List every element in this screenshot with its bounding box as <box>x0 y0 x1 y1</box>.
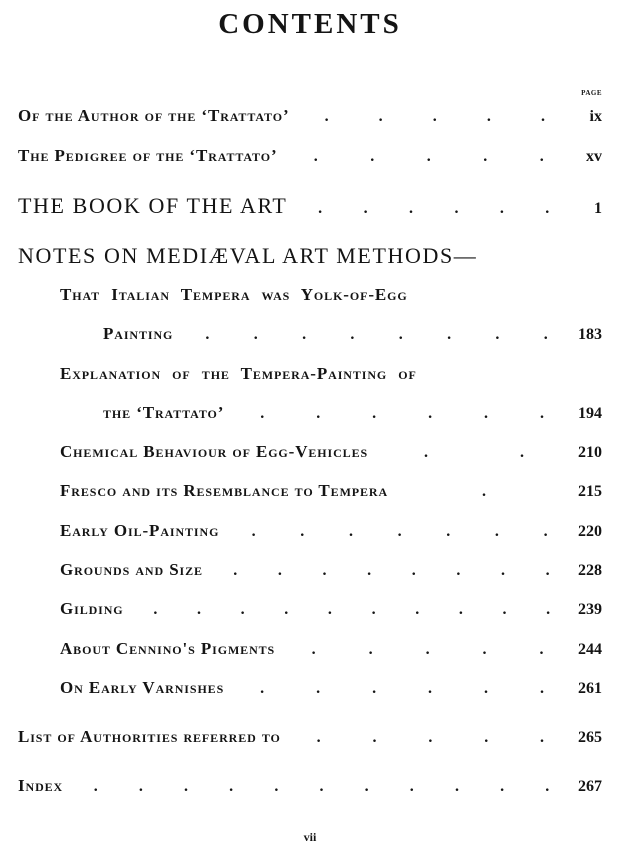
toc-entry-title: THE BOOK OF THE ART <box>18 193 288 218</box>
leader-dots: . <box>482 483 487 500</box>
leader-dots: . . . . . . . . <box>205 326 548 343</box>
toc-entry-author <box>18 106 602 126</box>
toc-entry-page: 183 <box>578 326 602 343</box>
toc-entry-page: 215 <box>578 483 602 500</box>
leader-dots: . . . . . . . . . . <box>153 601 551 618</box>
leader-dots: . . . . . . <box>260 680 544 697</box>
toc-entry-title: Early Oil-Painting <box>60 521 220 540</box>
toc-entry-title: That Italian Tempera was Yolk-of-Egg <box>60 285 408 304</box>
toc-entry-page: 261 <box>578 680 602 697</box>
leader-dots: . . . . . <box>324 108 545 125</box>
leader-dots: . . . . . . <box>318 200 550 217</box>
page-title: CONTENTS <box>218 8 402 40</box>
toc-entry-title: Fresco and its Resemblance to Tempera <box>60 481 389 500</box>
toc-section-title: NOTES ON MEDIÆVAL ART METHODS— <box>18 243 478 268</box>
toc-entry-title: Of the Author of the ‘Trattato’ <box>18 106 290 125</box>
toc-entry-page: 267 <box>578 778 602 795</box>
toc-entry-title: Gilding <box>60 599 124 618</box>
toc-entry-explanation-line1 <box>60 364 602 384</box>
toc-entry-page: 244 <box>578 641 602 658</box>
toc-entry-italian-tempera-line2 <box>103 324 602 344</box>
toc-entry-title: List of Authorities referred to <box>18 727 281 746</box>
toc-entry-title: Explanation of the Tempera-Painting of <box>60 364 417 383</box>
leader-dots: . . . . . . <box>260 405 544 422</box>
page-column-label: PAGE <box>581 89 602 97</box>
toc-entry-chemical-behaviour <box>60 442 602 462</box>
toc-entry-title: On Early Varnishes <box>60 678 225 697</box>
toc-entry-italian-tempera-line1 <box>60 285 602 305</box>
toc-entry-page: 1 <box>594 200 602 217</box>
toc-entry-pedigree <box>18 146 602 166</box>
toc-entry-cennino-pigments <box>60 639 602 659</box>
toc-entry-early-varnishes <box>60 678 602 698</box>
toc-entry-early-oil-painting <box>60 521 602 541</box>
footer-page-number: vii <box>303 830 317 844</box>
leader-dots: . . . . . <box>313 148 544 165</box>
toc-entry-gilding <box>60 599 602 619</box>
toc-entry-page: 239 <box>578 601 602 618</box>
toc-entry-page: ix <box>589 108 602 125</box>
toc-entry-grounds-and-size <box>60 560 602 580</box>
leader-dots: . . <box>424 444 525 461</box>
toc-entry-title: The Pedigree of the ‘Trattato’ <box>18 146 278 165</box>
leader-dots: . . . . . . . . <box>233 562 550 579</box>
toc-entry-title: Painting <box>103 324 174 343</box>
toc-entry-list-of-authorities <box>18 727 602 747</box>
toc-entry-fresco <box>60 481 602 501</box>
toc-entry-explanation-line2 <box>103 403 602 423</box>
toc-entry-title: About Cennino's Pigments <box>60 639 276 658</box>
toc-entry-page: 194 <box>578 405 602 422</box>
toc-entry-title: the ‘Trattato’ <box>103 403 225 422</box>
toc-entry-title: Chemical Behaviour of Egg-Vehicles <box>60 442 369 461</box>
toc-entry-page: 210 <box>578 444 602 461</box>
leader-dots: . . . . . . . <box>251 523 548 540</box>
leader-dots: . . . . . <box>311 641 544 658</box>
toc-entry-book-of-the-art <box>18 193 602 219</box>
toc-entry-title: Grounds and Size <box>60 560 203 579</box>
leader-dots: . . . . . . . . . . . <box>93 778 550 795</box>
toc-entry-title: Index <box>18 776 64 795</box>
toc-entry-page: 265 <box>578 729 602 746</box>
toc-entry-index <box>18 776 602 796</box>
toc-entry-page: xv <box>586 148 602 165</box>
toc-entry-page: 220 <box>578 523 602 540</box>
toc-entry-page: 228 <box>578 562 602 579</box>
toc-section-notes <box>18 243 602 269</box>
leader-dots: . . . . . <box>316 729 545 746</box>
